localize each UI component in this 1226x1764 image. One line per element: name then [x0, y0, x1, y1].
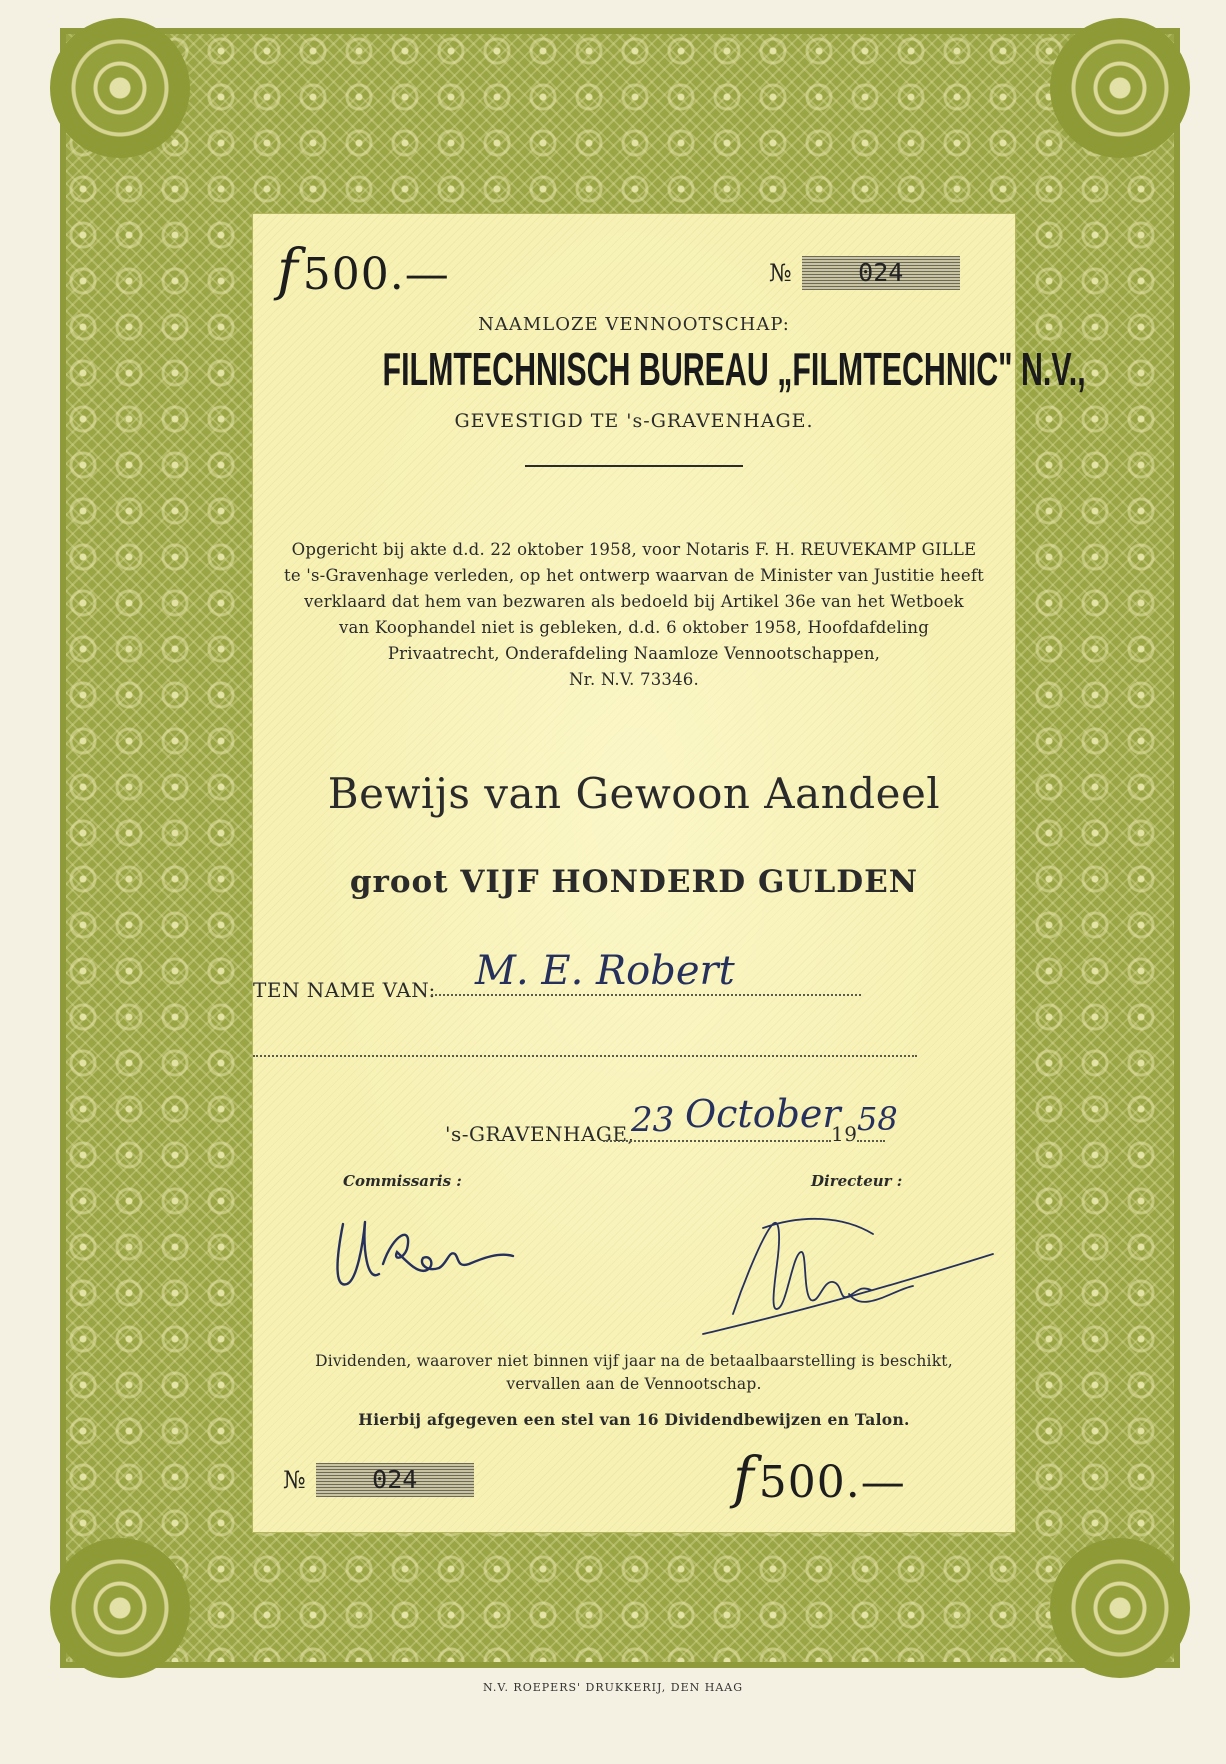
year-suffix-handwritten: 58 [857, 1100, 898, 1138]
holder-dotted-line [431, 994, 861, 996]
founding-line: te 's-Gravenhage verleden, op het ontwerp waarvan de Minister van Justitie heeft [284, 566, 984, 585]
divider-rule [525, 465, 743, 467]
year-prefix: 19 [831, 1122, 858, 1146]
founding-line: verklaard dat hem van bezwaren als bedoeld bij Artikel 36e van het Wetboek [304, 592, 964, 611]
number-value-bottom: 024 [316, 1463, 474, 1497]
founding-line: van Koophandel niet is gebleken, d.d. 6 oktober 1958, Hoofdafdeling [338, 618, 929, 637]
date-month-handwritten: October [685, 1092, 841, 1136]
directeur-label: Directeur : [811, 1172, 903, 1190]
currency-symbol-bottom: f [733, 1446, 755, 1511]
certificate-title: Bewijs van Gewoon Aandeel [327, 769, 941, 818]
amount-top-value: 500.— [302, 249, 450, 300]
printer-credit: N.V. ROEPERS' DRUKKERIJ, DEN HAAG [483, 1681, 743, 1694]
currency-symbol: f [277, 238, 299, 303]
founding-line: Opgericht bij akte d.d. 22 oktober 1958, voor Notaris F. H. REUVEKAMP GILLE [291, 540, 977, 559]
directeur-signature [693, 1194, 1023, 1364]
amount-bottom [733, 1446, 906, 1511]
place-label: 's-GRAVENHAGE, [445, 1122, 635, 1146]
founding-line: Privaatrecht, Onderafdeling Naamloze Vennootschappen, [387, 644, 881, 663]
date-day-handwritten: 23 [631, 1100, 675, 1140]
company-type: NAAMLOZE VENNOOTSCHAP: [478, 314, 790, 335]
coupon-note: Hierbij afgegeven een stel van 16 Dividendbewijzen en Talon. [358, 1410, 910, 1429]
amount-bottom-value: 500.— [758, 1457, 906, 1508]
company-seat: GEVESTIGD TE 's-GRAVENHAGE. [454, 410, 814, 432]
corner-ornament-bottom-left [50, 1538, 190, 1678]
dividend-line: Dividenden, waarover niet binnen vijf jaar na de betaalbaarstelling is beschikt, [315, 1352, 953, 1370]
number-value-top: 024 [802, 256, 960, 290]
company-name: FILMTECHNISCH BUREAU „FILMTECHNIC" N.V., [382, 343, 1086, 395]
date-dotted-line [603, 1140, 831, 1142]
founding-paragraph [253, 537, 1015, 693]
certificate-number-top [769, 256, 960, 290]
holder-label: TEN NAME VAN: [253, 978, 436, 1002]
corner-ornament-bottom-right [1050, 1538, 1190, 1678]
subtitle-prefix: groot [349, 864, 449, 900]
corner-ornament-top-left [50, 18, 190, 158]
number-label-bottom: № [283, 1466, 306, 1494]
dividend-line: vervallen aan de Vennootschap. [506, 1375, 762, 1393]
certificate-panel [252, 213, 1086, 1533]
holder-name-handwritten: M. E. Robert [475, 948, 735, 994]
subtitle-value: VIJF HONDERD GULDEN [460, 864, 919, 900]
second-dotted-line [253, 1055, 917, 1057]
certificate-subtitle [253, 864, 1015, 900]
amount-top [277, 238, 450, 303]
dividend-notice [253, 1350, 1015, 1396]
corner-ornament-top-right [1050, 18, 1190, 158]
number-label-top: № [769, 259, 792, 287]
certificate-number-bottom [283, 1463, 474, 1497]
year-dotted-line [857, 1140, 885, 1142]
founding-line: Nr. N.V. 73346. [569, 670, 699, 689]
commissaris-signature [323, 1194, 523, 1304]
commissaris-label: Commissaris : [343, 1172, 462, 1190]
